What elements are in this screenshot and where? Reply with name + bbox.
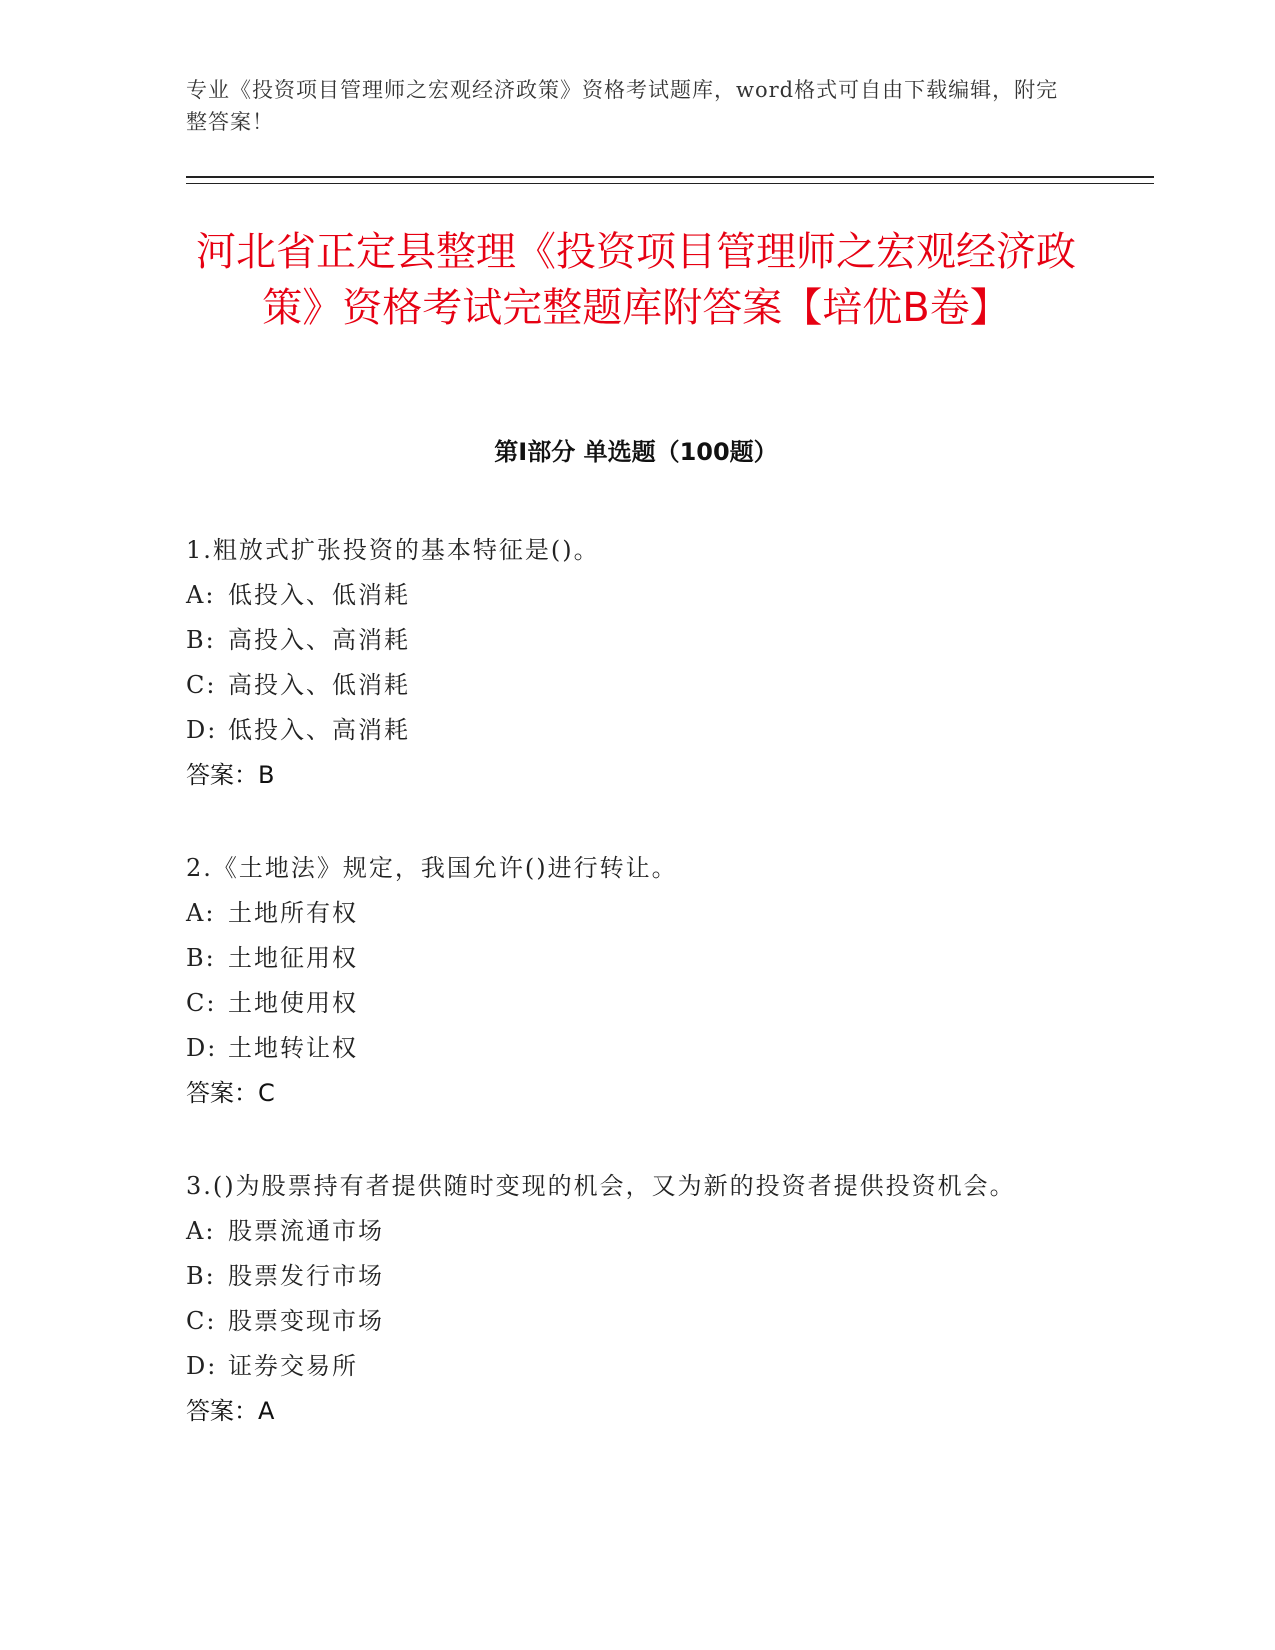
option-letter: D: xyxy=(186,1352,218,1380)
option-text: 低投入、高消耗 xyxy=(228,716,410,744)
option-letter: C: xyxy=(186,1307,217,1335)
option-letter: C: xyxy=(186,671,217,699)
question-2 xyxy=(186,846,1066,1116)
header-divider-thick xyxy=(186,176,1154,178)
option-text: 证券交易所 xyxy=(228,1352,358,1380)
question-answer: 答案：C xyxy=(186,1079,275,1107)
document-title: 河北省正定县整理《投资项目管理师之宏观经济政策》资格考试完整题库附答案【培优B卷】 xyxy=(196,229,1076,331)
option-letter: B: xyxy=(186,944,216,972)
question-stem: 3.()为股票持有者提供随时变现的机会，又为新的投资者提供投资机会。 xyxy=(186,1172,1016,1200)
header-note: 专业《投资项目管理师之宏观经济政策》资格考试题库，word格式可自由下载编辑，附完整答案！ xyxy=(186,78,1059,134)
option-a xyxy=(186,1209,1066,1254)
option-letter: A: xyxy=(186,1217,216,1245)
option-letter: A: xyxy=(186,581,216,609)
option-a xyxy=(186,891,1066,936)
option-b xyxy=(186,936,1066,981)
option-a xyxy=(186,573,1066,618)
option-text: 土地转让权 xyxy=(228,1034,358,1062)
header-divider-thin xyxy=(186,183,1154,184)
question-answer: 答案：B xyxy=(186,761,275,789)
option-c xyxy=(186,663,1066,708)
option-text: 土地使用权 xyxy=(228,989,358,1017)
option-letter: D: xyxy=(186,1034,218,1062)
option-d xyxy=(186,1026,1066,1071)
option-b xyxy=(186,1254,1066,1299)
option-c xyxy=(186,981,1066,1026)
question-stem: 1.粗放式扩张投资的基本特征是()。 xyxy=(186,536,600,564)
option-letter: D: xyxy=(186,716,218,744)
option-letter: C: xyxy=(186,989,217,1017)
option-text: 土地所有权 xyxy=(228,899,358,927)
question-3 xyxy=(186,1164,1066,1434)
option-text: 高投入、高消耗 xyxy=(228,626,410,654)
option-letter: B: xyxy=(186,626,216,654)
question-stem: 2.《土地法》规定，我国允许()进行转让。 xyxy=(186,854,678,882)
option-text: 低投入、低消耗 xyxy=(228,581,410,609)
section-title: 第I部分 单选题（100题） xyxy=(494,438,778,466)
option-letter: A: xyxy=(186,899,216,927)
option-text: 高投入、低消耗 xyxy=(228,671,410,699)
option-d xyxy=(186,1344,1066,1389)
option-text: 股票变现市场 xyxy=(228,1307,384,1335)
option-text: 土地征用权 xyxy=(228,944,358,972)
question-answer: 答案：A xyxy=(186,1397,275,1425)
option-text: 股票流通市场 xyxy=(228,1217,384,1245)
option-c xyxy=(186,1299,1066,1344)
option-letter: B: xyxy=(186,1262,216,1290)
option-b xyxy=(186,618,1066,663)
option-text: 股票发行市场 xyxy=(228,1262,384,1290)
question-list xyxy=(186,528,1066,1482)
question-1 xyxy=(186,528,1066,798)
option-d xyxy=(186,708,1066,753)
